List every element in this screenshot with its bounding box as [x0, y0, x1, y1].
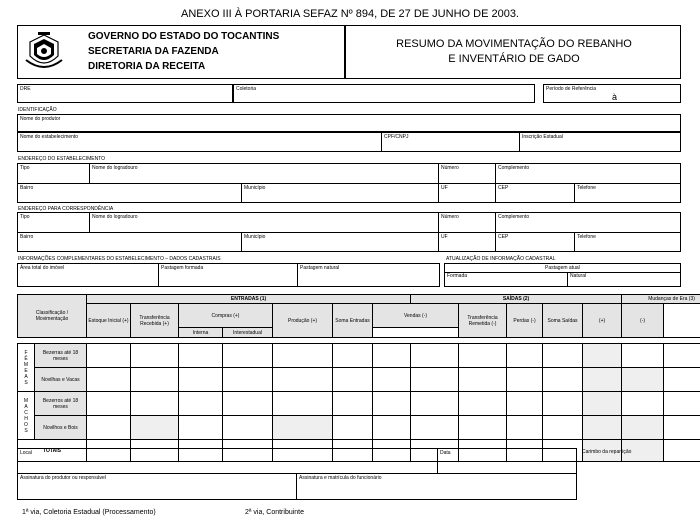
data-label: Data: [440, 450, 451, 456]
periodo-referencia-field[interactable]: Período de Referência à: [543, 84, 681, 103]
transf-recebida-header: Transferência Recebida (+): [131, 304, 179, 338]
uf-label: UF: [441, 234, 448, 240]
header-government: GOVERNO DO ESTADO DO TOCANTINS: [88, 31, 280, 42]
mudancas-era-header: Mudanças de Era (3): [622, 295, 700, 304]
endereco-correspondencia-section-title: ENDEREÇO PARA CORRESPONDÊNCIA: [18, 206, 114, 212]
cep-label: CEP: [498, 185, 509, 191]
cell[interactable]: [459, 368, 507, 392]
logradouro-label: Nome do logradouro: [92, 165, 138, 171]
estoque-inicial-header: Estoque Inicial (+): [87, 304, 131, 338]
cell[interactable]: [622, 416, 664, 440]
cell[interactable]: [179, 368, 223, 392]
cell[interactable]: [87, 344, 131, 368]
cell[interactable]: [459, 416, 507, 440]
header-agency-box: [17, 25, 345, 79]
complementares-section-title: INFORMAÇÕES COMPLEMENTARES DO ESTABELECIMENTO – DADOS CADASTRAIS: [18, 256, 221, 262]
cell[interactable]: [583, 416, 622, 440]
compras-interestadual-header: Interestadual: [223, 328, 273, 338]
inscricao-estadual-label: Inscrição Estadual: [522, 134, 563, 140]
assinatura-funcionario-label: Assinatura e matrícula do funcionário: [299, 475, 382, 481]
saidas-header: SAÍDAS (2): [411, 295, 622, 304]
bairro-label: Bairro: [20, 185, 34, 191]
cell[interactable]: [223, 416, 273, 440]
classificacao-header: Classificação / Movimentação: [18, 295, 87, 338]
cell[interactable]: [622, 392, 664, 416]
cell[interactable]: [622, 368, 664, 392]
complemento-label: Complemento: [498, 214, 530, 220]
vendas-header: Vendas (-): [373, 304, 459, 328]
coletoria-field[interactable]: Coletoria: [233, 84, 535, 103]
cell[interactable]: [543, 392, 583, 416]
cell[interactable]: [507, 392, 543, 416]
cell[interactable]: [179, 392, 223, 416]
transf-remetida-header: Transferência Remetida (-): [459, 304, 507, 338]
cell[interactable]: [131, 368, 179, 392]
cell[interactable]: [87, 368, 131, 392]
cell[interactable]: [543, 416, 583, 440]
pastagem-formada-label: Pastagem formada: [161, 265, 204, 271]
pastagem-natural-label: Pastagem natural: [300, 265, 340, 271]
cell[interactable]: [333, 344, 373, 368]
area-total-label: Área total do imóvel: [20, 265, 65, 271]
soma-entradas-header: Soma Entradas: [333, 304, 373, 338]
row-label: Bezerras até 18 meses: [35, 344, 87, 368]
nome-estabelecimento-field[interactable]: Nome do estabelecimento CPF/CNPJ Inscrição Estadual: [17, 132, 681, 152]
endereco-correspondencia-block: [17, 212, 681, 252]
complemento-label: Complemento: [498, 165, 530, 171]
cell[interactable]: [543, 344, 583, 368]
movimentacao-table: [17, 294, 700, 462]
cell[interactable]: [664, 344, 700, 368]
mudanca-menos-header: (-): [622, 304, 664, 338]
cell[interactable]: [507, 344, 543, 368]
carimbo-label: Carimbo da repartição: [582, 449, 632, 455]
cell[interactable]: [273, 392, 333, 416]
cell[interactable]: [273, 416, 333, 440]
compras-header: Compras (+): [179, 304, 273, 328]
cell[interactable]: [622, 344, 664, 368]
cell[interactable]: [333, 392, 373, 416]
cell[interactable]: [373, 344, 411, 368]
cell[interactable]: [664, 368, 700, 392]
totais-label: TOTAIS: [18, 440, 87, 462]
bairro-label: Bairro: [20, 234, 34, 240]
cell[interactable]: [179, 416, 223, 440]
nome-produtor-field[interactable]: Nome do produtor: [17, 114, 681, 132]
footer-via2: 2ª via, Contribuinte: [245, 509, 305, 516]
machos-label: M A C H O S: [18, 392, 35, 440]
logradouro-label: Nome do logradouro: [92, 214, 138, 220]
cell[interactable]: [664, 440, 700, 462]
cell[interactable]: [411, 416, 459, 440]
cell[interactable]: [333, 416, 373, 440]
producao-header: Produção (+): [273, 304, 333, 338]
cell[interactable]: [664, 416, 700, 440]
cell[interactable]: [333, 368, 373, 392]
atualizacao-section-title: ATUALIZAÇÃO DE INFORMAÇÃO CADASTRAL: [446, 256, 556, 262]
cell[interactable]: [179, 344, 223, 368]
local-label: Local: [20, 450, 32, 456]
cell[interactable]: [131, 344, 179, 368]
cell[interactable]: [223, 344, 273, 368]
cell[interactable]: [411, 344, 459, 368]
dre-field[interactable]: DRE: [17, 84, 233, 103]
cell[interactable]: [87, 392, 131, 416]
annex-title: ANEXO III À PORTARIA SEFAZ Nº 894, DE 27 DE JUNHO DE 2003.: [180, 8, 519, 20]
perdas-header: Perdas (-): [507, 304, 543, 338]
cell[interactable]: [543, 368, 583, 392]
assinaturas-block: [17, 448, 577, 500]
state-coat-of-arms-icon: [22, 30, 66, 74]
formada-label: Formada: [447, 273, 468, 279]
cell[interactable]: [87, 416, 131, 440]
mudanca-mais-header: (+): [583, 304, 622, 338]
cell[interactable]: [459, 392, 507, 416]
cell[interactable]: [373, 416, 411, 440]
cpf-cnpj-label: CPF/CNPJ: [384, 134, 409, 140]
tipo-label: Tipo: [20, 214, 30, 220]
cell[interactable]: [664, 392, 700, 416]
cell[interactable]: [131, 392, 179, 416]
cell[interactable]: [411, 392, 459, 416]
footer-via1: 1ª via, Coletoria Estadual (Processamento): [22, 509, 156, 516]
header-directorate: DIRETORIA DA RECEITA: [88, 61, 206, 72]
numero-label: Número: [441, 165, 459, 171]
complementares-block: [17, 263, 440, 287]
soma-saidas-header: Soma Saídas: [543, 304, 583, 338]
atualizacao-block: [444, 263, 681, 287]
cell[interactable]: [373, 368, 411, 392]
form-title-line2: E INVENTÁRIO DE GADO: [448, 53, 580, 65]
telefone-label: Telefone: [577, 185, 596, 191]
compras-interna-header: Interna: [179, 328, 223, 338]
assinatura-produtor-label: Assinatura do produtor ou responsável: [20, 475, 106, 481]
cell[interactable]: [583, 344, 622, 368]
cell[interactable]: [507, 368, 543, 392]
entradas-header: ENTRADAS (1): [87, 295, 411, 304]
form-title-line1: RESUMO DA MOVIMENTAÇÃO DO REBANHO: [396, 38, 632, 50]
uf-label: UF: [441, 185, 448, 191]
cell[interactable]: [583, 392, 622, 416]
identificacao-section-title: IDENTIFICAÇÃO: [18, 107, 57, 113]
cell[interactable]: [223, 392, 273, 416]
telefone-label: Telefone: [577, 234, 596, 240]
pastagem-atual-label: Pastagem atual: [545, 265, 580, 271]
cell[interactable]: [223, 368, 273, 392]
endereco-estabelecimento-section-title: ENDEREÇO DO ESTABELECIMENTO: [18, 156, 106, 162]
cell[interactable]: [411, 368, 459, 392]
cell[interactable]: [273, 368, 333, 392]
row-label: Novilhas e Vacas: [35, 368, 87, 392]
cell[interactable]: [131, 416, 179, 440]
natural-label: Natural: [570, 273, 587, 279]
cell[interactable]: [583, 368, 622, 392]
cell[interactable]: [273, 344, 333, 368]
cep-label: CEP: [498, 234, 509, 240]
femeas-label: F Ê M E A S: [18, 344, 35, 392]
header-form-title-box: [345, 25, 681, 79]
cell[interactable]: [507, 416, 543, 440]
header-secretariat: SECRETARIA DA FAZENDA: [88, 46, 219, 57]
endereco-estabelecimento-block: [17, 163, 681, 203]
cell[interactable]: [459, 344, 507, 368]
numero-label: Número: [441, 214, 459, 220]
cell[interactable]: [373, 392, 411, 416]
row-label: Novilhos e Bois: [35, 416, 87, 440]
municipio-label: Município: [244, 234, 266, 240]
tipo-label: Tipo: [20, 165, 30, 171]
row-label: Bezerros até 18 meses: [35, 392, 87, 416]
municipio-label: Município: [244, 185, 266, 191]
